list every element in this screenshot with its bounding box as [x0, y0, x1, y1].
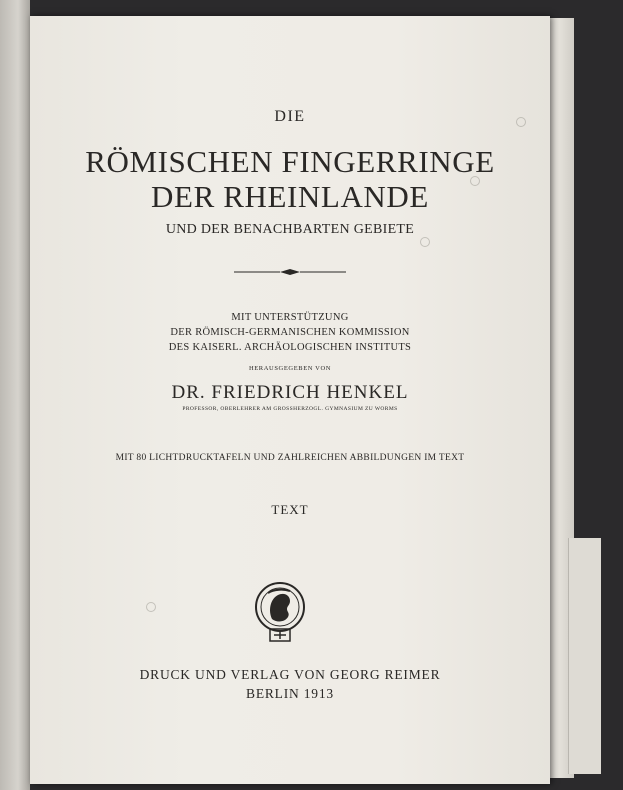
- paper-speck: [470, 176, 480, 186]
- paper-speck: [146, 602, 156, 612]
- volume-label: TEXT: [271, 502, 309, 517]
- title-page: [30, 16, 550, 784]
- title-line-2: DER RHEINLANDE: [151, 179, 429, 214]
- support-line-2: DER RÖMISCH-GERMANISCHEN KOMMISSION: [170, 327, 410, 338]
- imprint-line: BERLIN 1913: [246, 686, 334, 701]
- bookmark-slip: [568, 538, 601, 774]
- contents-note: MIT 80 LICHTDRUCKTAFELN UND ZAHLREICHEN ABBILDUNGEN IM TEXT: [115, 453, 465, 463]
- publisher-line: DRUCK UND VERLAG VON GEORG REIMER: [139, 667, 441, 682]
- author-name: DR. FRIEDRICH HENKEL: [171, 382, 409, 403]
- paper-speck: [420, 237, 430, 247]
- ornament-rule-icon: [230, 268, 350, 276]
- title-article: DIE: [274, 108, 306, 125]
- author-credentials: PROFESSOR, OBERLEHRER AM GROSSHERZOGL. GYMNASIUM ZU WORMS: [182, 406, 398, 412]
- title-line-1: RÖMISCHEN FINGERRINGE: [85, 144, 495, 179]
- subtitle: UND DER BENACHBARTEN GEBIETE: [165, 222, 415, 237]
- publisher-emblem-icon: [250, 581, 310, 647]
- support-line-1: MIT UNTERSTÜTZUNG: [231, 312, 349, 323]
- paper-speck: [516, 117, 526, 127]
- edited-by: HERAUSGEGEBEN VON: [248, 365, 332, 372]
- support-line-3: DES KAISERL. ARCHÄOLOGISCHEN INSTITUTS: [168, 342, 412, 353]
- adjacent-page-edge: [0, 0, 30, 790]
